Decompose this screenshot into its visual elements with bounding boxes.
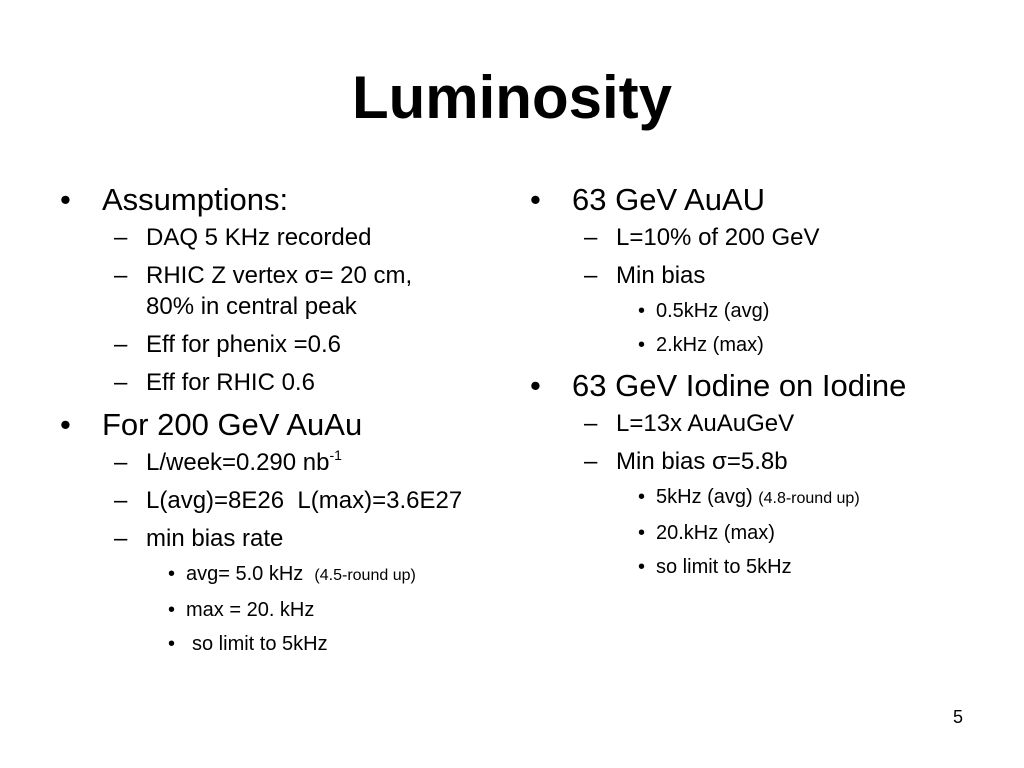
lavg-text: L(avg)=8E26 L(max)=3.6E27	[146, 487, 463, 514]
sub-sub-item-limit	[60, 631, 500, 657]
sub-item-minbias-rate	[60, 523, 500, 554]
sub-sub-item-max	[60, 597, 500, 623]
bullet-marker: •	[168, 599, 176, 621]
eff-rhic-text: Eff for RHIC 0.6	[146, 369, 315, 396]
bullet-marker: •	[530, 368, 541, 403]
dash-marker: –	[114, 331, 128, 358]
bullet-63gev-iodine	[530, 366, 980, 406]
sub-sub-item-limit	[530, 554, 980, 580]
slide-number: 5	[952, 707, 963, 727]
bullet-marker: •	[168, 633, 176, 655]
sub-sub-item-avg	[530, 298, 980, 324]
auau63-l-text: L=10% of 200 GeV	[616, 224, 820, 251]
bullet-marker: •	[168, 563, 176, 585]
sub-sub-item-avg	[530, 484, 980, 512]
auau63-avg-text: 0.5kHz (avg)	[656, 300, 770, 322]
right-column	[530, 180, 980, 588]
central-peak-text: 80% in central peak	[146, 293, 357, 320]
rhic-vertex-text: RHIC Z vertex σ= 20 cm,	[146, 262, 413, 289]
bullet-marker: •	[60, 182, 71, 217]
iodine63-avg-text: 5kHz (avg)	[656, 486, 753, 508]
iodine63-label: 63 GeV Iodine on Iodine	[572, 368, 907, 403]
dash-marker: –	[584, 224, 598, 251]
sub-sub-item-avg	[60, 561, 500, 589]
dash-marker: –	[584, 262, 598, 289]
iodine63-max-text: 20.kHz (max)	[656, 522, 775, 544]
sub-item-minbias	[530, 260, 980, 291]
sub-item-lweek	[60, 447, 500, 478]
bullet-marker: •	[60, 407, 71, 442]
iodine63-minbias-text: Min bias σ=5.8b	[616, 448, 788, 475]
max-rate-text: max = 20. kHz	[186, 599, 315, 621]
avg-rate-note: (4.5-round up)	[314, 567, 416, 584]
iodine63-limit-text: so limit to 5kHz	[656, 556, 792, 578]
auau63-max-text: 2.kHz (max)	[656, 334, 764, 356]
limit-text: so limit to 5kHz	[192, 633, 328, 655]
sub-item-minbias-sigma	[530, 446, 980, 477]
left-column	[60, 180, 500, 665]
sub-item-l10	[530, 222, 980, 253]
sub-item-l13x	[530, 408, 980, 439]
auau63-label: 63 GeV AuAU	[572, 182, 766, 217]
bullet-63gev-auau	[530, 180, 980, 220]
dash-marker: –	[114, 224, 128, 251]
dash-marker: –	[114, 369, 128, 396]
lweek-exponent: -1	[329, 447, 342, 463]
bullet-200gev-auau	[60, 405, 500, 445]
sub-sub-item-max	[530, 520, 980, 546]
assumptions-label: Assumptions:	[102, 182, 289, 217]
bullet-marker: •	[638, 486, 646, 508]
iodine63-l-text: L=13x AuAuGeV	[616, 410, 795, 437]
bullet-assumptions	[60, 180, 500, 220]
sub-item-rhic-vertex	[60, 260, 500, 322]
dash-marker: –	[114, 487, 128, 514]
bullet-marker: •	[638, 300, 646, 322]
minbias-rate-text: min bias rate	[146, 525, 284, 552]
bullet-marker: •	[530, 182, 541, 217]
iodine63-avg-note: (4.8-round up)	[758, 490, 860, 507]
daq-text: DAQ 5 KHz recorded	[146, 224, 372, 251]
slide-title: Luminosity	[351, 64, 672, 131]
sub-sub-item-max	[530, 332, 980, 358]
dash-marker: –	[584, 410, 598, 437]
avg-rate-text: avg= 5.0 kHz	[186, 563, 304, 585]
bullet-marker: •	[638, 334, 646, 356]
dash-marker: –	[114, 525, 128, 552]
bullet-marker: •	[638, 556, 646, 578]
bullet-marker: •	[638, 522, 646, 544]
sub-item-lavg	[60, 485, 500, 516]
lweek-text: L/week=0.290 nb	[146, 449, 330, 476]
auau63-minbias-text: Min bias	[616, 262, 706, 289]
auau200-label: For 200 GeV AuAu	[102, 407, 363, 442]
dash-marker: –	[584, 448, 598, 475]
sub-item-eff-phenix	[60, 329, 500, 360]
sub-item-eff-rhic	[60, 367, 500, 398]
dash-marker: –	[114, 262, 128, 289]
sub-item-daq	[60, 222, 500, 253]
dash-marker: –	[114, 449, 128, 476]
eff-phenix-text: Eff for phenix =0.6	[146, 331, 342, 358]
